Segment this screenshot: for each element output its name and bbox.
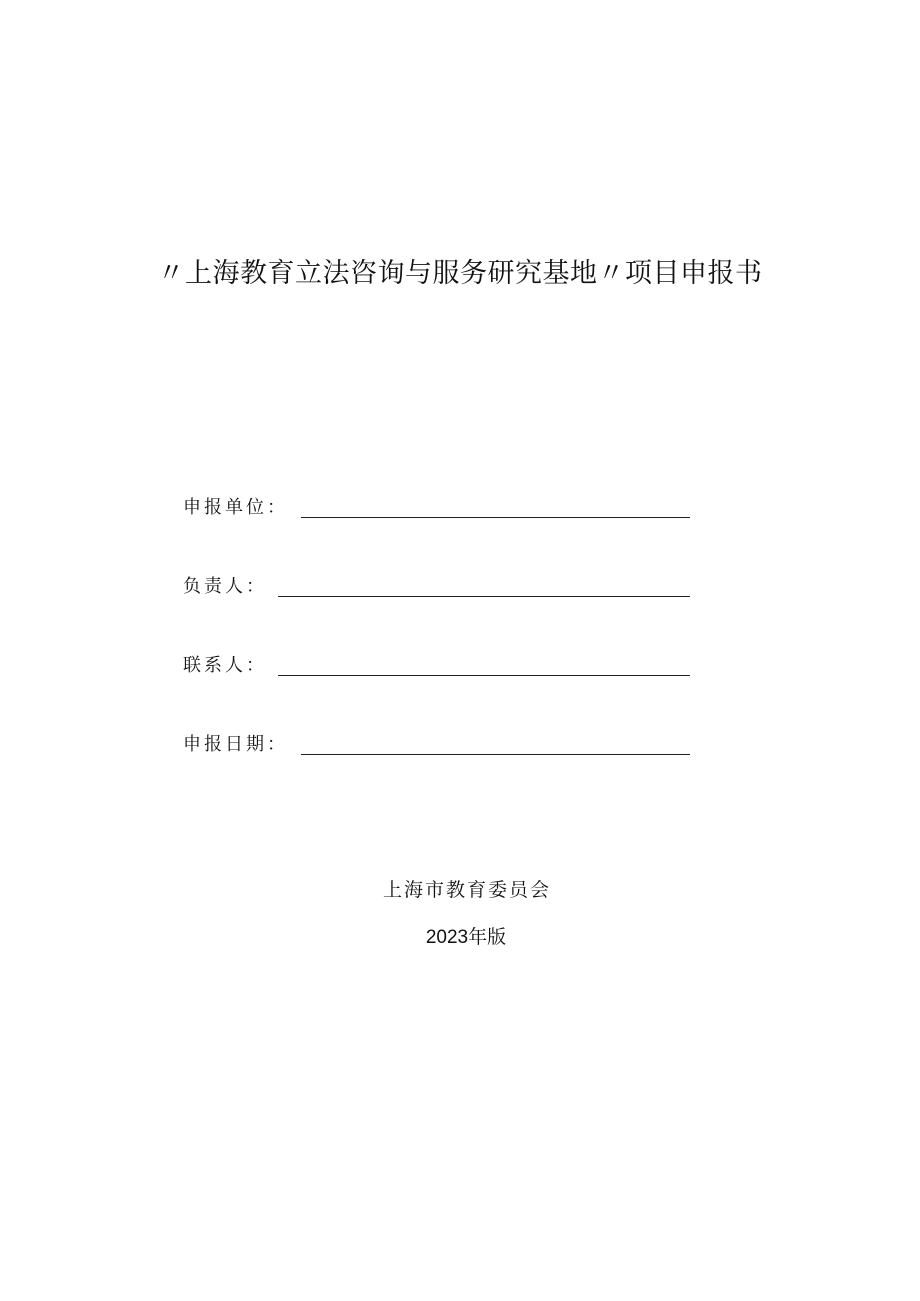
project-leader-label: 负责人： [183,576,267,597]
issuing-organization: 上海市教育委员会 [382,879,551,901]
application-date-field [183,730,693,760]
document-title: 〃上海教育立法咨询与服务研究基地〃项目申报书 [157,258,763,289]
application-date-label: 申报日期： [183,734,288,755]
applicant-unit-line[interactable] [301,517,690,518]
edition-year: 2023年版 [425,927,507,948]
contact-person-label: 联系人： [183,655,267,676]
contact-person-line[interactable] [278,675,690,676]
project-leader-line[interactable] [278,596,690,597]
applicant-unit-label: 申报单位： [183,497,288,518]
contact-person-field [183,651,693,681]
applicant-unit-field [183,493,693,523]
project-leader-field [183,572,693,602]
application-date-line[interactable] [301,754,690,755]
